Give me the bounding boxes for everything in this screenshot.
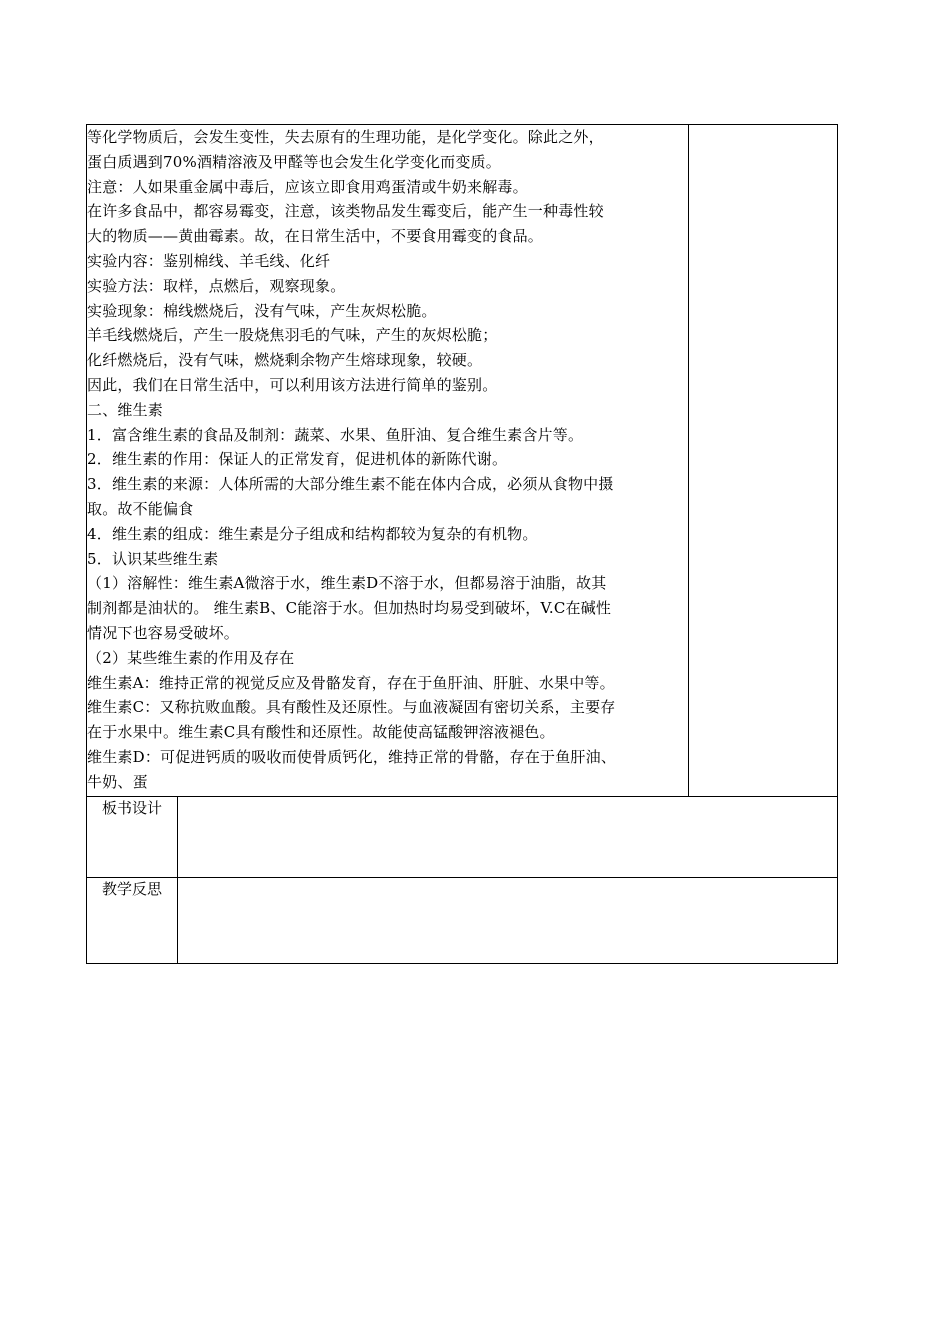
content-line: 维生素D：可促进钙质的吸收而使骨质钙化，维持正常的骨骼，存在于鱼肝油、	[87, 747, 617, 766]
content-line: 实验方法：取样，点燃后，观察现象。	[87, 276, 346, 295]
content-line: 5．认识某些维生素	[87, 549, 219, 568]
content-line: 因此，我们在日常生活中，可以利用该方法进行简单的鉴别。	[87, 375, 498, 394]
teaching-reflection-cell	[178, 878, 838, 964]
content-line: 注意：人如果重金属中毒后，应该立即食用鸡蛋清或牛奶来解毒。	[87, 177, 528, 196]
content-line: 蛋白质遇到70%酒精溶液及甲醛等也会发生化学变化而变质。	[87, 152, 501, 171]
content-line: 实验现象：棉线燃烧后，没有气味，产生灰烬松脆。	[87, 301, 437, 320]
lesson-content-text	[87, 125, 688, 795]
teaching-reflection-row	[87, 878, 838, 964]
content-line: 牛奶、蛋	[87, 772, 148, 791]
content-line: 化纤燃烧后，没有气味，燃烧剩余物产生熔球现象，较硬。	[87, 351, 483, 370]
board-design-row	[87, 797, 838, 878]
content-line: 在于水果中。维生素C具有酸性和还原性。故能使高锰酸钾溶液褪色。	[87, 723, 555, 742]
content-line: 2．维生素的作用：保证人的正常发育，促进机体的新陈代谢。	[87, 450, 508, 469]
content-line: 3．维生素的来源：人体所需的大部分维生素不能在体内合成，必须从食物中摄	[87, 475, 614, 494]
content-line: 4．维生素的组成：维生素是分子组成和结构都较为复杂的有机物。	[87, 524, 538, 543]
content-line: （2）某些维生素的作用及存在	[87, 648, 295, 667]
content-line: 二、维生素	[87, 400, 164, 419]
content-line: （1）溶解性：维生素A微溶于水，维生素D不溶于水，但都易溶于油脂，故其	[87, 574, 607, 593]
content-line: 情况下也容易受破坏。	[87, 623, 240, 642]
board-design-label: 板书设计	[87, 797, 178, 878]
content-line: 等化学物质后，会发生变性，失去原有的生理功能，是化学变化。除此之外，	[87, 128, 604, 146]
content-line: 羊毛线燃烧后，产生一股烧焦羽毛的气味，产生的灰烬松脆；	[87, 326, 498, 345]
content-line: 在许多食品中，都容易霉变，注意，该类物品发生霉变后，能产生一种毒性较	[87, 202, 604, 221]
content-line: 大的物质——黄曲霉素。故，在日常生活中，不要食用霉变的食品。	[87, 227, 544, 246]
lesson-plan-table	[86, 124, 838, 964]
content-row	[87, 125, 838, 797]
content-line: 实验内容：鉴别棉线、羊毛线、化纤	[87, 251, 331, 270]
content-line: 维生素A：维持正常的视觉反应及骨骼发育，存在于鱼肝油、肝脏、水果中等。	[87, 673, 615, 692]
board-design-cell	[178, 797, 838, 878]
content-line: 取。故不能偏食	[87, 499, 194, 518]
lesson-content-cell	[87, 125, 689, 797]
content-line: 维生素C：又称抗败血酸。具有酸性及还原性。与血液凝固有密切关系，主要存	[87, 698, 616, 717]
content-line: 1．富含维生素的食品及制剂：蔬菜、水果、鱼肝油、复合维生素含片等。	[87, 425, 584, 444]
teaching-reflection-label: 教学反思	[87, 878, 178, 964]
content-line: 制剂都是油状的。 维生素B、C能溶于水。但加热时均易受到破坏，V.C在碱性	[87, 599, 612, 618]
side-notes-cell	[689, 125, 838, 797]
